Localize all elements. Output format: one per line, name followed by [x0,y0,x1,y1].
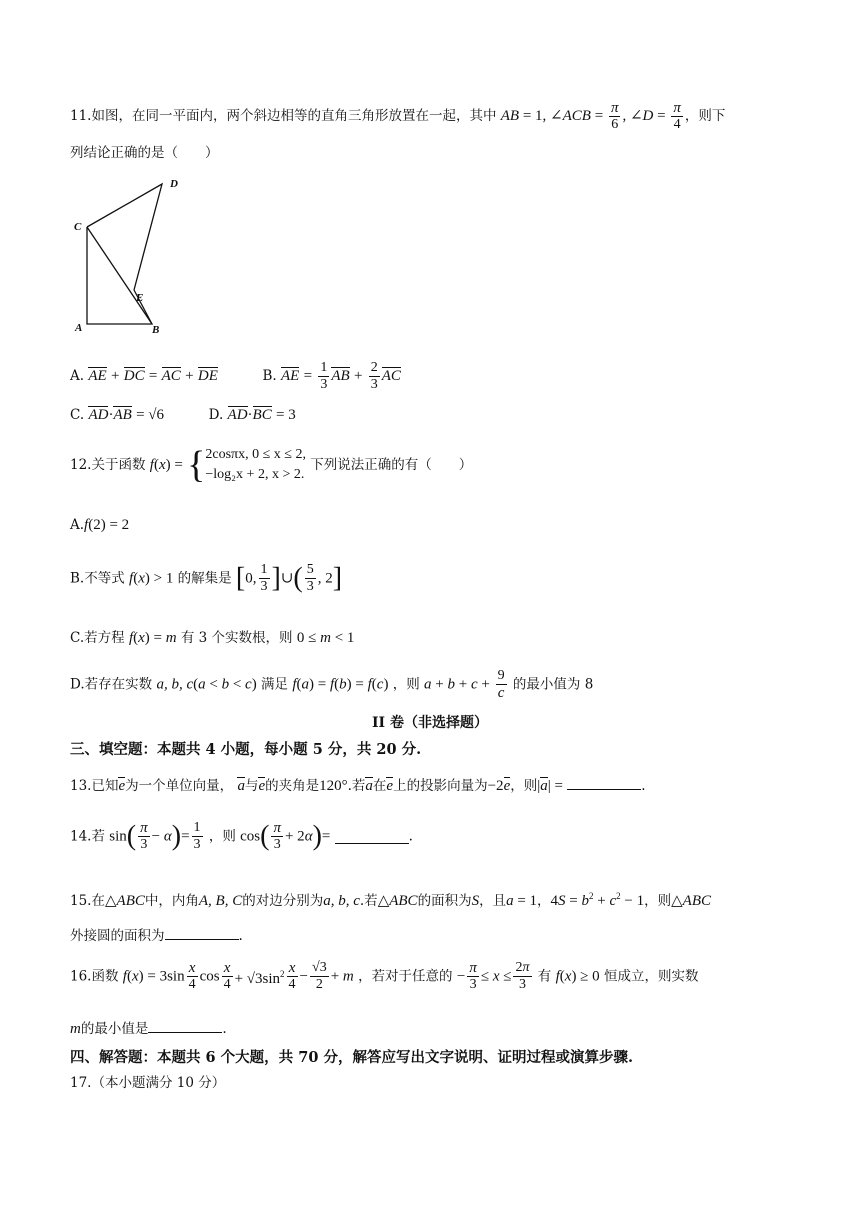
q16: 16.函数 f(x) = 3sin $\frac{x}{4}$ cos $\frac{x}{4}$ + $√3\sin^2$ $\frac{x}{4}$ − $\frac{√3}{2}$ + m ，若对于任意的 − $\frac{\pi}{3}$ ≤ x ≤ $\frac{2\pi}{3}$ 有 f(x) ≥ 0 恒成立，则实数 [70,960,699,992]
q11-option-c: C. [70,407,85,423]
q14-answer-blank[interactable] [335,829,409,844]
frac-pi-6: $\frac{\pi}{6}$ [610,100,619,132]
q17-heading: 17.（本小题满分 10 分） [70,1075,226,1091]
q15-answer-blank[interactable] [165,925,239,940]
q16-line2: m的最小值是 . [70,1018,800,1039]
frac-pi-4: $\frac{\pi}{4}$ [673,100,681,132]
label-c: C [74,221,82,233]
label-b: B [152,324,160,336]
q11-options-cd: C. AD·AB = √6 D. AD·BC = 3 [70,407,296,423]
triangle-abc [87,227,152,324]
part4-heading: 四、解答题：本题共 6 个大题，共 70 分，解答应写出文字说明、证明过程或演算步骤. [70,1049,634,1066]
q14: 14.若 sin( $\frac{\pi}{3}$ − α)= $\frac{1}{3}$ ，则 cos( $\frac{\pi}{3}$ + 2α)= . [70,820,413,852]
q12-option-b: B.不等式 f(x) > 1 的解集是 [0, $\frac{1}{3}$ ]∪( $\frac{5}{3}$ , 2] [70,562,343,594]
label-e: E [136,292,144,304]
part3-heading: 三、填空题：本题共 4 小题，每小题 5 分，共 20 分. [70,741,422,758]
q11-stem: 11.如图，在同一平面内，两个斜边相等的直角三角形放置在一起，其中 AB = 1, ∠ACB = $\frac{\pi}{6}$ , ∠D = $\frac{\pi}{4}$ ，则下 [70,100,726,132]
q12-option-a: A.f(2) = 2 [70,517,130,533]
q11-option-b: B. [262,368,277,384]
q11-intro: 11.如图，在同一平面内，两个斜边相等的直角三角形放置在一起，其中 [70,108,497,124]
q11-options-ab: A. AE + DC = AC + DE B. AE = $\frac{1}{3}$ AB + $\frac{2}{3}$ AC [70,360,401,392]
label-d: D [170,178,178,190]
q15: 15.在△ABC中，内角A, B, C的对边分别为a, b, c.若△ABC的面积为S，且a = 1，$4S = b^2 + c^2 - 1$，则△ABC [70,891,712,909]
q11-option-a: A. [70,368,85,384]
section-title: II 卷（非选择题） [372,715,488,731]
label-a: A [75,322,83,334]
triangle-cde [87,184,162,290]
q12-option-d: D.若存在实数 a, b, c(a < b < c) 满足 f(a) = f(b) = f(c) ，则 a + b + c + $\frac{9}{c}$ 的最小值为 8 [70,668,594,701]
q16-answer-blank[interactable] [148,1018,222,1033]
q11-option-d: D. [208,407,224,423]
q11-figure [70,172,190,337]
q11-stem-line2: 列结论正确的是（ ） [70,145,219,161]
q13-answer-blank[interactable] [567,775,641,790]
q15-line2: 外接圆的面积为 . [70,925,800,946]
q12-option-c: C.若方程 f(x) = m 有 3 个实数根，则 0 ≤ m < 1 [70,630,355,646]
q12-stem: 12.关于函数 f(x) = { 2cosπx, 0 ≤ x ≤ 2, −log₂x + 2, x > 2. 下列说法正确的有（ ） [70,444,473,486]
q13: 13.已知e为一个单位向量， a与e的夹角是120°.若a在e上的投影向量为−2e，则|a| = . [70,775,800,796]
q12-piecewise: 2cosπx, 0 ≤ x ≤ 2, −log₂x + 2, x > 2. [205,447,306,482]
